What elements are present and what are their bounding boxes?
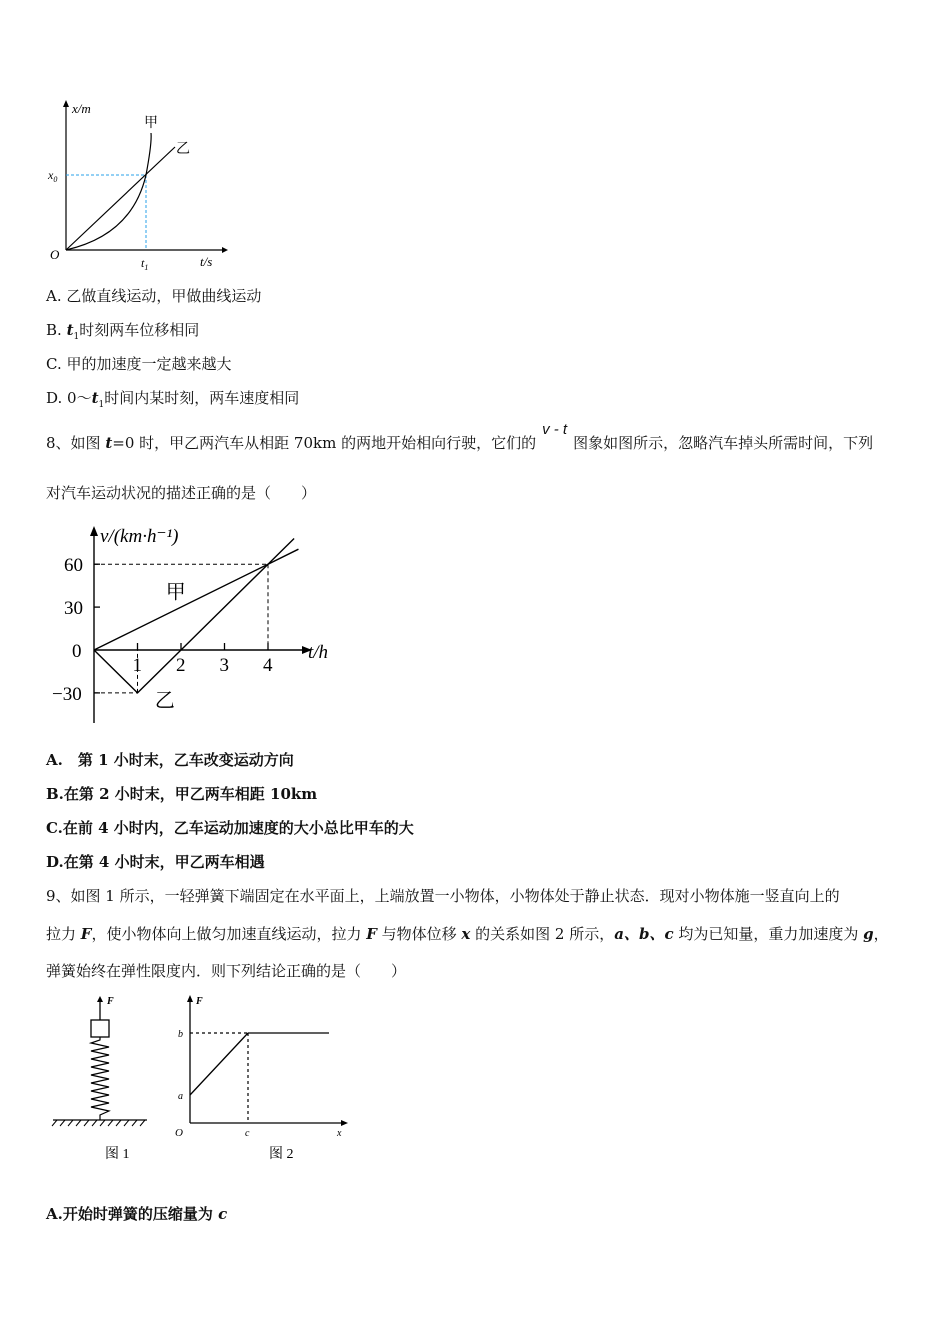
force-arrow-head: [97, 996, 103, 1002]
q7-option-d-sub: 1: [98, 400, 105, 410]
q9-option-a-pre: A.开始时弹簧的压缩量为: [46, 1205, 219, 1223]
y-tick-label-0: 60: [64, 555, 83, 577]
q9-l2a: 拉力: [46, 925, 81, 943]
fx-F-label: F: [196, 996, 203, 1007]
vt-y-axis-arrow: [90, 526, 98, 536]
jia-label: 甲: [144, 116, 158, 131]
q9-stem-line1: 9、如图 1 所示，一轻弹簧下端固定在水平面上，上端放置一小物体，小物体处于静止状态．现对小物体施一竖直向上的: [46, 887, 840, 905]
x0-label: $x_0$: [48, 168, 58, 184]
fx-O-label: O: [175, 1127, 183, 1139]
series-label-yi: 乙: [154, 690, 175, 713]
t1-label: $t_1$: [141, 256, 149, 272]
q9-F2: F: [366, 925, 377, 943]
fx-a-label: a: [178, 1091, 183, 1102]
q8-part1: 8、如图: [46, 434, 106, 452]
x-tick-label-3: 3: [219, 655, 229, 676]
fx-rising-line: [190, 1033, 248, 1095]
series-label-jia: 甲: [165, 581, 186, 604]
fx-x-label: x: [337, 1128, 342, 1139]
fx-c-label: c: [245, 1128, 250, 1139]
q8-stem-line2: 对汽车运动状况的描述正确的是（ ）: [46, 484, 317, 502]
yi-label: 乙: [176, 142, 190, 157]
x-tick-label-1: 1: [132, 655, 142, 676]
q9-l2c: 与物体位移: [376, 925, 462, 943]
vt-x-axis-label: t/h: [308, 642, 329, 663]
q8-option-b: B.在第 2 小时末，甲乙两车相距 10km: [46, 785, 318, 803]
q8-part2: =0 时，甲乙两汽车从相距 70km 的两地开始相向行驶，它们的: [112, 434, 537, 452]
q7-option-b-sub: 1: [73, 332, 80, 342]
x-axis-arrow: [222, 247, 228, 253]
q7-option-b-post: 时刻两车位移相同: [79, 321, 200, 339]
q9-stem-line3: 弹簧始终在弹性限度内．则下列结论正确的是（ ）: [46, 962, 407, 980]
spring-figure: [52, 996, 147, 1162]
y-tick-label-3: −30: [52, 683, 82, 705]
q7-option-d: [46, 387, 299, 410]
spring: [91, 1037, 109, 1120]
y-tick-label-2: 0: [72, 641, 82, 662]
q9-abc: a、b、c: [614, 925, 674, 943]
q9-l2f: ，: [873, 925, 889, 943]
q8-stem-line1: [46, 421, 874, 453]
q8-vt-label: v - t: [542, 421, 568, 438]
F-x-graph: [175, 995, 348, 1162]
q9-F1: F: [80, 925, 92, 943]
v-t-chart: [50, 518, 350, 733]
vt-y-axis-label: v/(km·h⁻¹): [100, 526, 179, 547]
q9-l2d: 的关系如图 2 所示，: [470, 925, 615, 943]
q9-option-a-var: c: [218, 1205, 228, 1223]
q9-l2e: 均为已知量，重力加速度为: [673, 925, 864, 943]
q9-x: x: [461, 925, 471, 943]
q9-l2b: ，使小物体向上做匀加速直线运动，拉力: [91, 925, 367, 943]
x-t-graph: [40, 95, 240, 275]
q8-option-d: D.在第 4 小时末，甲乙两车相遇: [46, 853, 265, 871]
yi-line: [66, 147, 175, 250]
q7-option-b-pre: B.: [46, 321, 67, 339]
jia-curve: [66, 133, 151, 250]
q7-option-c: C. 甲的加速度一定越来越大: [46, 355, 232, 373]
fx-y-axis-arrow: [187, 995, 193, 1002]
q7-option-d-post: 时间内某时刻，两车速度相同: [104, 389, 300, 407]
x-tick-label-2: 2: [176, 655, 186, 676]
y-axis-label: x/m: [72, 101, 91, 116]
y-tick-label-1: 30: [64, 598, 83, 620]
q8-option-c: C.在前 4 小时内，乙车运动加速度的大小总比甲车的大: [46, 819, 414, 837]
ground-hatch: [52, 1120, 145, 1126]
q7-option-b: [46, 319, 199, 342]
q9-option-a: [46, 1203, 227, 1224]
q9-stem-line2: [46, 923, 889, 944]
x-axis-label: t/s: [200, 254, 213, 269]
q7-option-a: A. 乙做直线运动，甲做曲线运动: [46, 287, 262, 305]
spring-F-label: F: [107, 996, 114, 1007]
q8-option-a: A. 第 1 小时末，乙车改变运动方向: [46, 751, 294, 769]
q8-part3: 图象如图所示，忽略汽车掉头所需时间，下列: [573, 434, 874, 452]
fx-b-label: b: [178, 1029, 183, 1040]
x-tick-label-4: 4: [263, 655, 273, 676]
caption-fig1: 图 1: [105, 1147, 130, 1162]
q7-option-d-var: t: [91, 389, 99, 407]
y-axis-arrow: [63, 100, 69, 107]
q7-option-d-pre: D. 0～: [46, 389, 92, 407]
block: [91, 1020, 109, 1037]
q7-option-b-var: t: [66, 321, 74, 339]
caption-fig2: 图 2: [269, 1147, 294, 1162]
origin-label: O: [50, 247, 60, 262]
fx-x-axis-arrow: [341, 1120, 348, 1126]
q8-t-var: t: [105, 434, 113, 452]
q9-figures: [45, 990, 365, 1170]
q9-g: g: [863, 925, 874, 943]
